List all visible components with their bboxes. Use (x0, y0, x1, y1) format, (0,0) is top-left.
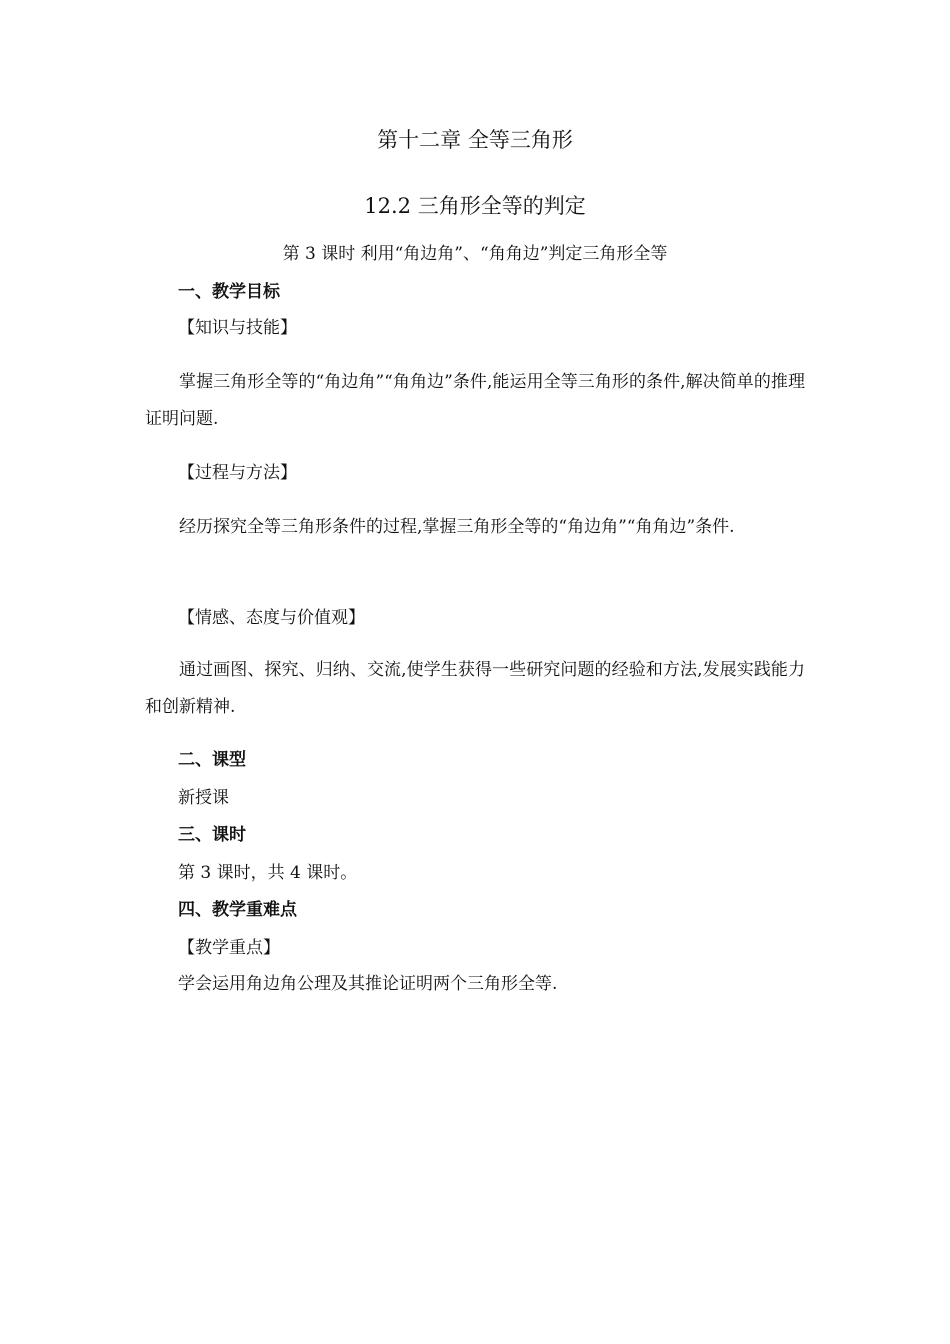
periods-text: 第 3 课时，共 4 课时。 (178, 863, 358, 883)
knowledge-skills-label: 【知识与技能】 (178, 318, 297, 338)
teaching-focus-label: 【教学重点】 (178, 938, 280, 958)
section-title: 12.2 三角形全等的判定 (364, 194, 586, 218)
knowledge-skills-text: 掌握三角形全等的“角边角”“角角边”条件,能运用全等三角形的条件,解决简单的推理证明问题. (145, 372, 805, 429)
chapter-title: 第十二章 全等三角形 (377, 128, 573, 152)
emotion-attitude-label: 【情感、态度与价值观】 (178, 608, 365, 628)
lesson-title: 第 3 课时 利用“角边角”、“角角边”判定三角形全等 (282, 244, 668, 264)
emotion-attitude-text: 通过画图、探究、归纳、交流,使学生获得一些研究问题的经验和方法,发展实践能力和创新精神. (145, 660, 805, 717)
objectives-heading: 一、教学目标 (178, 282, 280, 302)
periods-heading: 三、课时 (178, 825, 246, 845)
lesson-type-text: 新授课 (178, 788, 229, 808)
process-methods-label: 【过程与方法】 (178, 463, 297, 483)
lesson-type-heading: 二、课型 (178, 750, 246, 770)
process-methods-text: 经历探究全等三角形条件的过程,掌握三角形全等的“角边角”“角角边”条件. (179, 517, 735, 537)
key-points-heading: 四、教学重难点 (178, 900, 297, 920)
teaching-focus-text: 学会运用角边角公理及其推论证明两个三角形全等. (178, 974, 558, 994)
